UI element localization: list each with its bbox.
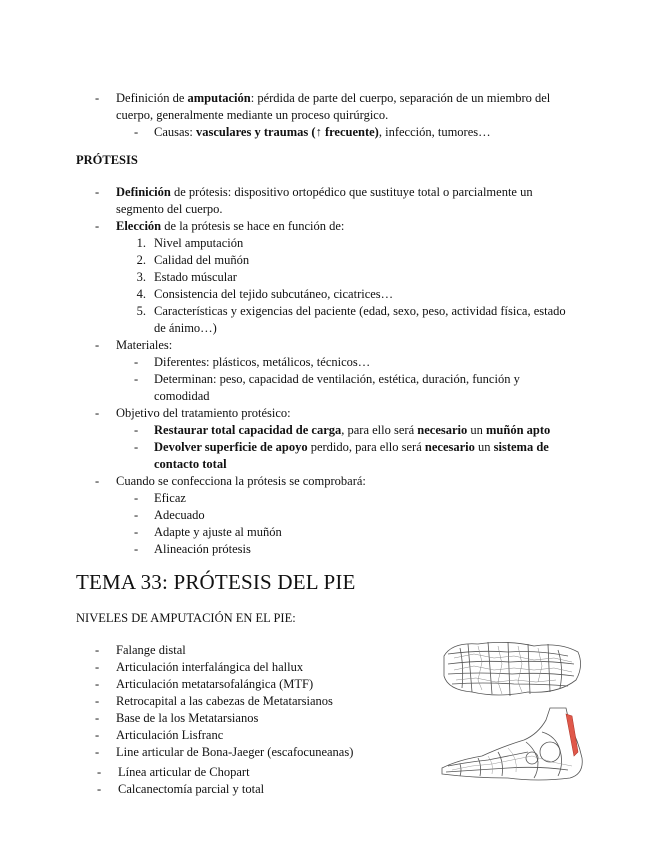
factor-item-cont: de ánimo…) bbox=[154, 321, 217, 335]
bullet-dash: - bbox=[134, 542, 139, 556]
bullet-dash: - bbox=[97, 782, 102, 796]
factor-item: Características y exigencias del paciente (edad, sexo, peso, actividad física, estado bbox=[154, 304, 566, 318]
bullet-dash: - bbox=[134, 440, 139, 454]
bullet-dash: - bbox=[134, 491, 139, 505]
bullet-dash: - bbox=[95, 185, 100, 199]
materiales-label: Materiales: bbox=[116, 338, 173, 352]
confecciona-label: Cuando se confecciona la prótesis se comprobará: bbox=[116, 474, 366, 488]
term-amputacion: amputación bbox=[187, 91, 251, 105]
check-item: Adecuado bbox=[154, 508, 205, 522]
protesis-definition bbox=[116, 184, 533, 200]
bullet-dash: - bbox=[95, 677, 100, 691]
foot-side-view-illustration bbox=[438, 706, 588, 786]
text: , infección, tumores… bbox=[378, 125, 491, 139]
bullet-dash: - bbox=[95, 711, 100, 725]
bullet-dash: - bbox=[95, 745, 100, 759]
amputation-definition-cont: cuerpo, generalmente mediante un proceso quirúrgico. bbox=[116, 108, 389, 122]
bullet-dash: - bbox=[97, 765, 102, 779]
bold-text: necesario bbox=[417, 423, 468, 437]
amputation-causes bbox=[154, 124, 491, 140]
bold-text: Restaurar total capacidad de carga bbox=[154, 423, 342, 437]
bullet-dash: - bbox=[95, 91, 100, 105]
text: Definición de bbox=[116, 91, 188, 105]
factor-item: Nivel amputación bbox=[154, 236, 244, 250]
bullet-dash: - bbox=[95, 728, 100, 742]
objetivo-label: Objetivo del tratamiento protésico: bbox=[116, 406, 291, 420]
level-item: Retrocapital a las cabezas de Metatarsianos bbox=[116, 694, 333, 708]
bullet-dash: - bbox=[95, 643, 100, 657]
list-number: 3. bbox=[136, 270, 146, 284]
text: , para ello será bbox=[341, 423, 418, 437]
level-item: Line articular de Bona-Jaeger (escafocuneanas) bbox=[116, 745, 354, 759]
text: Causas: bbox=[154, 125, 197, 139]
bullet-dash: - bbox=[95, 219, 100, 233]
list-number: 1. bbox=[136, 236, 146, 250]
check-item: Eficaz bbox=[154, 491, 186, 505]
objetivo-item-2-cont bbox=[154, 456, 227, 472]
materiales-item: Diferentes: plásticos, metálicos, técnicos… bbox=[154, 355, 371, 369]
text: perdido, para ello será bbox=[307, 440, 425, 454]
protesis-eleccion bbox=[116, 218, 344, 234]
factor-item: Consistencia del tejido subcutáneo, cicatrices… bbox=[154, 287, 394, 301]
text: un bbox=[467, 423, 486, 437]
level-item: Base de la los Metatarsianos bbox=[116, 711, 259, 725]
text: : pérdida de parte del cuerpo, separación de un miembro del bbox=[250, 91, 551, 105]
bullet-dash: - bbox=[134, 125, 139, 139]
bold-text: Devolver superficie de apoyo bbox=[154, 440, 308, 454]
section-subtitle: NIVELES DE AMPUTACIÓN EN EL PIE: bbox=[76, 611, 296, 625]
materiales-item: Determinan: peso, capacidad de ventilación, estética, duración, función y bbox=[154, 372, 520, 386]
list-number: 4. bbox=[136, 287, 146, 301]
bullet-dash: - bbox=[134, 372, 139, 386]
bullet-dash: - bbox=[95, 694, 100, 708]
objetivo-item-2 bbox=[154, 439, 549, 455]
bullet-dash: - bbox=[95, 406, 100, 420]
page-title: TEMA 33: PRÓTESIS DEL PIE bbox=[76, 570, 356, 594]
bullet-dash: - bbox=[134, 355, 139, 369]
level-item: Línea articular de Chopart bbox=[118, 765, 250, 779]
section-heading-protesis: PRÓTESIS bbox=[76, 153, 138, 167]
protesis-definition-cont: segmento del cuerpo. bbox=[116, 202, 223, 216]
text: de la prótesis se hace en función de: bbox=[161, 219, 345, 233]
bullet-dash: - bbox=[95, 474, 100, 488]
text: un bbox=[474, 440, 494, 454]
materiales-item-cont: comodidad bbox=[154, 389, 210, 403]
amputation-definition bbox=[116, 90, 550, 106]
bullet-dash: - bbox=[95, 338, 100, 352]
bold-text: necesario bbox=[424, 440, 475, 454]
bold-text: contacto total bbox=[154, 457, 227, 471]
list-number: 5. bbox=[136, 304, 146, 318]
level-item: Articulación Lisfranc bbox=[116, 728, 224, 742]
level-item: Articulación interfalángica del hallux bbox=[116, 660, 304, 674]
check-item: Adapte y ajuste al muñón bbox=[154, 525, 282, 539]
objetivo-item-1 bbox=[154, 422, 550, 438]
term-eleccion: Elección bbox=[116, 219, 162, 233]
term-definicion: Definición bbox=[116, 185, 171, 199]
text: de prótesis: dispositivo ortopédico que sustituye total o parcialmente un bbox=[170, 185, 533, 199]
level-item: Falange distal bbox=[116, 643, 186, 657]
level-item: Calcanectomía parcial y total bbox=[118, 782, 265, 796]
factor-item: Calidad del muñón bbox=[154, 253, 250, 267]
list-number: 2. bbox=[136, 253, 146, 267]
bullet-dash: - bbox=[134, 508, 139, 522]
bullet-dash: - bbox=[134, 525, 139, 539]
bold-text: sistema de bbox=[493, 440, 549, 454]
factor-item: Estado múscular bbox=[154, 270, 237, 284]
causes-bold: vasculares y traumas (↑ frecuente) bbox=[196, 125, 379, 139]
foot-top-view-illustration bbox=[438, 636, 586, 704]
bullet-dash: - bbox=[134, 423, 139, 437]
check-item: Alineación prótesis bbox=[154, 542, 251, 556]
bold-text: muñón apto bbox=[486, 423, 551, 437]
achilles-tendon-mark bbox=[566, 714, 578, 756]
bullet-dash: - bbox=[95, 660, 100, 674]
level-item: Articulación metatarsofalángica (MTF) bbox=[116, 677, 314, 691]
